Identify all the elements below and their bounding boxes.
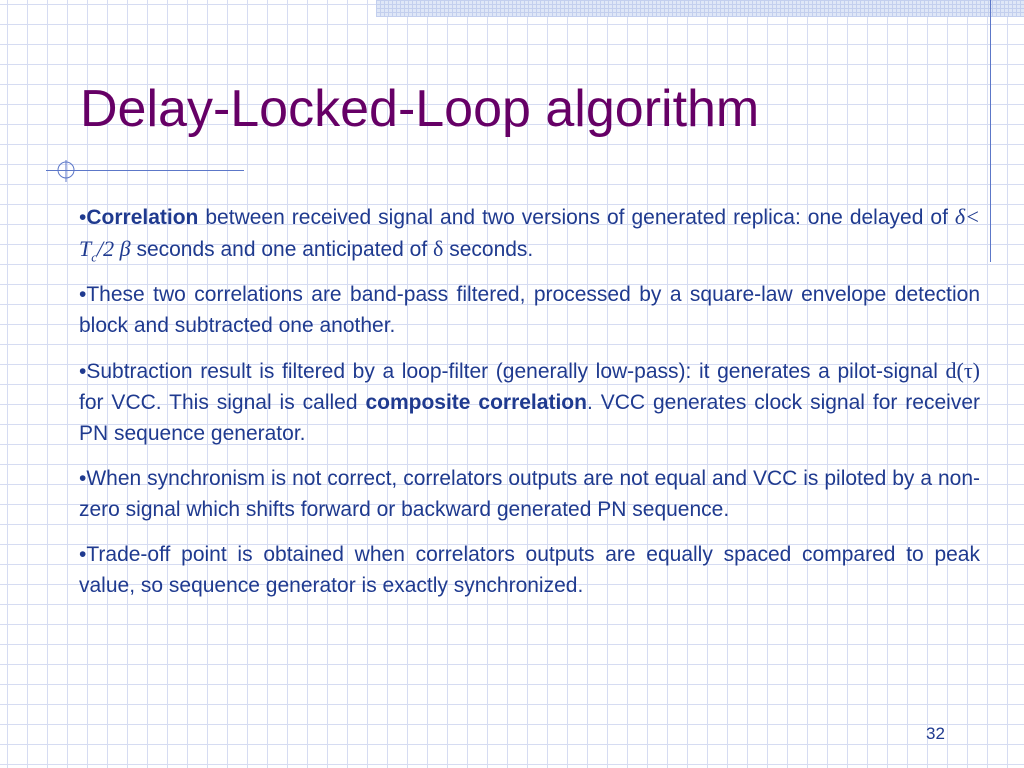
bullet-band-pass: •These two correlations are band-pass filtered, processed by a square-law envelope detection block and subtracted one another. [79, 283, 980, 337]
bullet-trade-off: •Trade-off point is obtained when correlators outputs are equally spaced compared to peak value, so sequence generator is exactly synchronized. [79, 543, 980, 597]
bullet-text: . VCC generates clock signal for receiver PN sequence generator. [79, 391, 980, 445]
bullet-text: for VCC. This signal is called [79, 391, 366, 414]
slide-title: Delay-Locked-Loop algorithm [80, 80, 760, 138]
page-number: 32 [926, 724, 945, 743]
bullet-text: seconds and one anticipated of [130, 238, 433, 261]
bullet-text: seconds. [443, 238, 534, 261]
slide-body [79, 201, 980, 615]
top-decorative-band [376, 0, 1024, 17]
right-vertical-rule [990, 0, 991, 262]
delta-symbol: δ [433, 236, 444, 261]
bullet-text: between received signal and two versions of generated replica: one delayed of [198, 206, 955, 229]
bold-term: Correlation [86, 206, 199, 229]
bullet-subtraction [79, 355, 980, 449]
bullet-marker: • [79, 206, 87, 229]
formula-part: δ< T [79, 204, 980, 261]
bullet-synchronism: •When synchronism is not correct, correlators outputs are not equal and VCC is piloted by a non-zero signal which shifts forward or backward generated PN sequence. [79, 467, 980, 521]
pilot-signal-formula: d(τ) [945, 358, 980, 383]
formula-part: /2 β [97, 236, 131, 261]
bullet-correlation [79, 201, 980, 265]
bullet-text: •Subtraction result is filtered by a loop-filter (generally low-pass): it generates a pilot-signal [79, 360, 946, 383]
crosshair-marker-icon [56, 160, 76, 180]
bold-term: composite correlation [365, 391, 587, 414]
formula-subscript: c [91, 249, 98, 265]
